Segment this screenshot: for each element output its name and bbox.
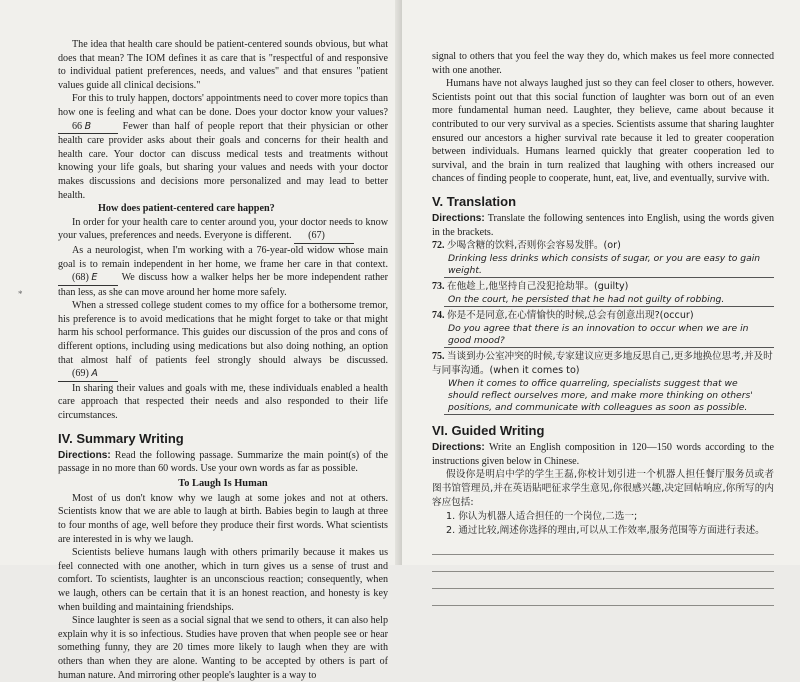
section-title: V. Translation: [432, 193, 517, 209]
blank-66: 66 B: [58, 120, 118, 135]
translation-item: 75. 当谈到办公室冲突的时候,专家建议应更多地反思自己,更多地换位思考,并及时与同事沟通。(when it comes to) When it comes to office quarreling, specialists suggest that we should reflect ourselves more, and make more thinking on others' positions, and communicate with colleagues as soon as possible.: [432, 351, 773, 414]
paragraph: The idea that health care should be patient-centered sounds obvious, but what does that mean? The IOM defines it as care that is "respectful of and responsive to individual patient preferences, needs, and values" and that ensures "patient values guide all clinical decisions.": [58, 39, 388, 91]
directions: Directions: Read the following passage. Summarize the main point(s) of the passage in no more than 60 words. Use your own words as far as possible.: [58, 449, 388, 475]
handwritten-answer: A: [91, 368, 98, 380]
handwritten-answer: E: [91, 272, 98, 284]
blank-67: (67): [294, 229, 354, 244]
paragraph: Scientists believe humans laugh with others primarily because it makes us feel connected with one another, which in turn gives us a sense of trust and comfort. To scientists, laughter is an unconscious reaction; consequently, when we laugh, others can be certain that it is an honest reaction, and honesty is key when building and maintaining friendships.: [58, 547, 388, 613]
directions: Directions: Write an English composition in 120—150 words according to the instructions given below in Chinese.: [432, 442, 775, 467]
paragraph: For this to truly happen, doctors' appointments need to cover more topics than how one is feeling and what can be done. Does your doctor know your values? 66 B Fewer than half of people report that their physician or other health care provider asks about their goals and concerns for their health and health care. Your doctor can discuss medical tests and treatments without knowing your life goals, but sharing your values and needs with your doctor makes discussions and decisions more personalized and may lead to better health.: [58, 93, 388, 201]
answer-line[interactable]: On the court, he persisted that he had not guilty of robbing.: [444, 294, 774, 307]
margin-mark: *: [18, 289, 23, 299]
section-title: VI. Guided Writing: [432, 423, 545, 439]
paragraph: In order for your health care to center around you, your doctor needs to know your values, preferences and needs. Everyone is different. (67): [58, 216, 388, 244]
paragraph: Since laughter is seen as a social signal that we send to others, it can also help explain why it is so infectious. Studies have proven that when people see or hear something funny, they are 20 times more likely to laugh when they are with others than when they are alone. Wanting to be accepted by others is part of human nature. And mirroring other people's laughter is a way to: [58, 615, 388, 681]
paragraph: Most of us don't know why we laugh at some jokes and not at others. Scientists know that we are able to laugh at birth. Babies begin to laugh at three to four months of age, well before they produce their first words. What scientists are interested in is why we laugh.: [58, 492, 388, 545]
writing-line[interactable]: [432, 572, 774, 589]
blank-68: (68) E: [58, 271, 118, 286]
writing-point-1: 1. 你认为机器人适合担任的一个岗位,二选一;: [446, 511, 638, 523]
paragraph: signal to others that you feel the way they do, which makes us feel more connected with one another.: [432, 51, 774, 76]
section-title: IV. Summary Writing: [58, 430, 184, 446]
writing-line[interactable]: [432, 555, 774, 572]
translation-item: 73. 在他趁上,他坚持自己没犯抢劫罪。(guilty) On the court, he persisted that he had not guilty of robbing.: [432, 280, 774, 307]
translation-item: 72. 少喝含糖的饮料,否则你会容易发胖。(or) Drinking less drinks which consists of sugar, or you are easy to gain weight.: [432, 239, 774, 278]
paragraph: As a neurologist, when I'm working with a 76-year-old widow whose main goal is to remain independent in her home, we frame her care in that context. (68) E We discuss how a walker helps her be more independent rather than less, as she can move around her home more safely.: [58, 244, 388, 298]
paragraph: Humans have not always laughed just so they can feel closer to others, however. Scientists point out that this social function of laughter was born out of an even more fundamental human need. Laughter, they believe, came about because it contributed to our very survival as a species. Scientists assume that sharing laughter ensured our ancestors a higher survival rate because it led to greater cooperation between individuals. Humans learned quickly that greater cooperation led to survival, and the brain in turn realized that laughing with others increased our chances of finding people to cooperate, hunt, eat, live, and eventually, survive with.: [432, 78, 774, 185]
passage-title: To Laugh Is Human: [178, 477, 268, 489]
paragraph: When a stressed college student comes to my office for a bothersome tremor, his preference is to avoid medications that he might forget to take or that might harm his school performance. This guides our discussion of the pros and cons of different options, including using medications but also doing nothing, an option that almost half of patients feel strongly should always be discussed. (69) A: [58, 299, 388, 382]
writing-prompt: 假设你是明启中学的学生王磊,你校计划引进一个机器人担任餐厅服务员或者图书馆管理员,并在英语貼吧征求学生意见,你很感兴趣,决定回帖响应,你所写的内容应包括:: [432, 469, 774, 509]
writing-line[interactable]: [432, 538, 774, 555]
section-heading: How does patient-centered care happen?: [98, 203, 275, 215]
right-page: [402, 0, 800, 565]
paragraph: In sharing their values and goals with me, these individuals enabled a health care approach that respected their needs and also responded to their life circumstances.: [58, 382, 388, 422]
answer-line[interactable]: Drinking less drinks which consists of sugar, or you are easy to gain weight.: [444, 253, 774, 278]
writing-point-2: 2. 通过比较,阐述你选择的理由,可以从工作效率,服务范围等方面进行表述。: [446, 525, 765, 537]
answer-line[interactable]: When it comes to office quarreling, specialists suggest that we should reflect ourselves more, and make more thinking on others' positions, and communicate with colleagues as soon as possible.: [444, 378, 774, 415]
translation-item: 74. 你是不是同意,在心情愉快的时候,总会有创意出现?(occur) Do you agree that there is an innovation to occur when we are in good mood?: [432, 309, 774, 348]
answer-line[interactable]: Do you agree that there is an innovation to occur when we are in good mood?: [444, 323, 774, 348]
blank-69: (69) A: [58, 367, 118, 382]
writing-line[interactable]: [432, 589, 774, 606]
directions: Directions: Translate the following sentences into English, using the words given in the brackets.: [432, 212, 774, 238]
handwritten-answer: B: [84, 120, 92, 132]
